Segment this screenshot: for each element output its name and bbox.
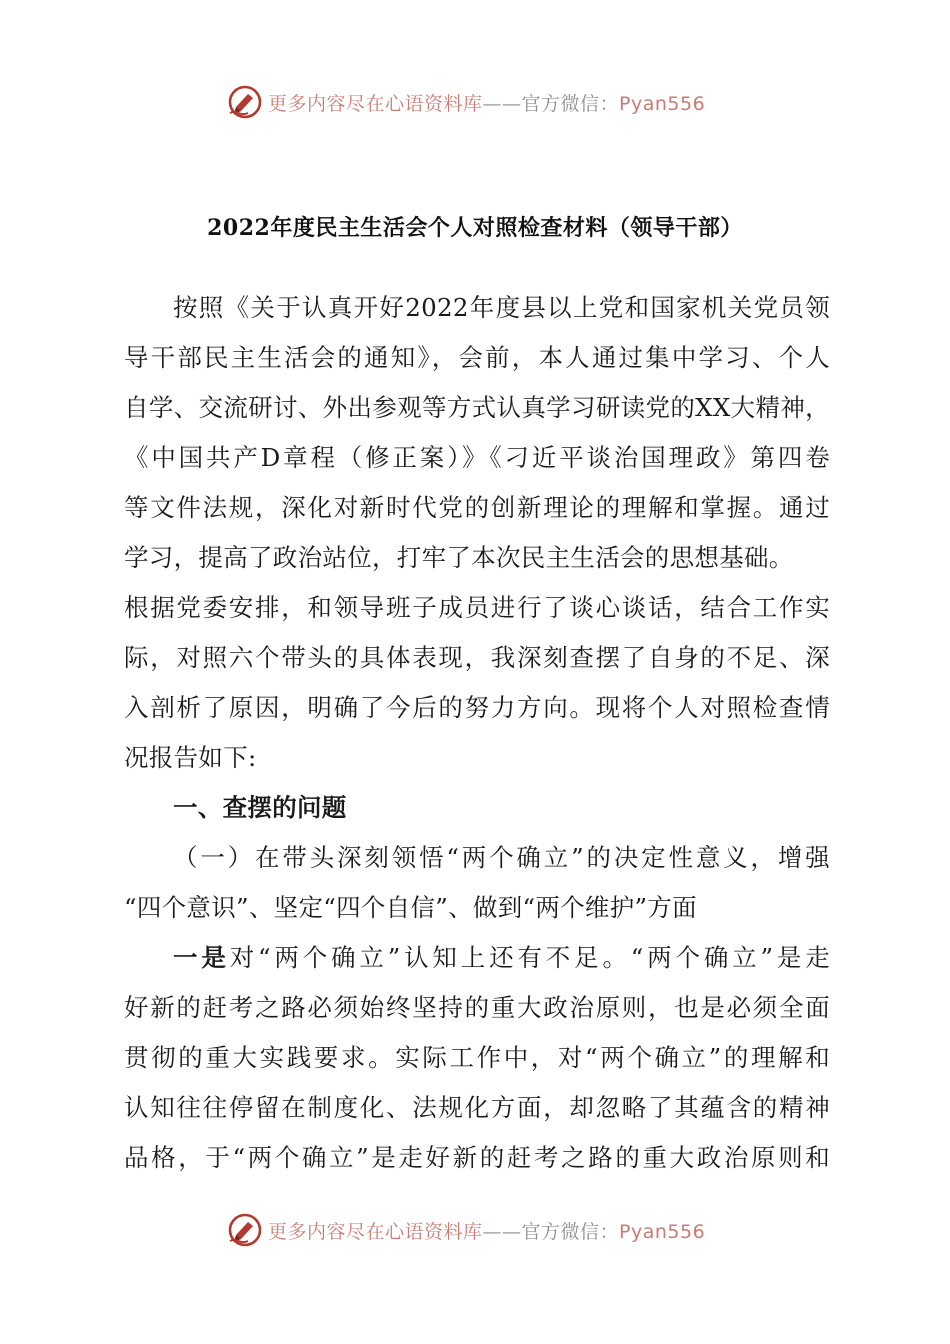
paragraph-line: 按照《关于认真开好2022年度县以上党和国家机关党员领 (173, 293, 830, 322)
paragraph-line: 际，对照六个带头的具体表现，我深刻查摆了自身的不足、深 (124, 643, 830, 672)
paragraph-line: 况报告如下: (124, 743, 257, 772)
paragraph-line: 学习，提高了政治站位，打牢了本次民主生活会的思想基础。 (124, 543, 794, 572)
watermark-text: 更多内容尽在心语资料库——官方微信：Pyan556 (268, 1220, 706, 1243)
wx-pen-logo-icon (226, 83, 264, 121)
paragraph-line: 导干部民主生活会的通知》，会前，本人通过集中学习、个人 (124, 343, 830, 372)
paragraph-line: 根据党委安排，和领导班子成员进行了谈心谈话，结合工作实 (124, 593, 830, 622)
wx-pen-logo-icon (226, 1211, 264, 1249)
paragraph-line: 认知往往停留在制度化、法规化方面，却忽略了其蕴含的精神 (124, 1093, 830, 1122)
watermark-banner-bottom (226, 1210, 746, 1250)
document-title: 2022年度民主生活会个人对照检查材料（领导干部） (207, 215, 743, 241)
paragraph-line: 入剖析了原因，明确了今后的努力方向。现将个人对照检查情 (124, 693, 830, 722)
paragraph-line: 好新的赶考之路必须始终坚持的重大政治原则，也是必须全面 (124, 993, 830, 1022)
watermark-text: 更多内容尽在心语资料库——官方微信：Pyan556 (268, 92, 706, 115)
paragraph-line: 《中国共产D章程（修正案）》《刁近平谈治国理政》第四卷 (124, 443, 830, 472)
paragraph-line: 贯彻的重大实践要求。实际工作中，对“两个确立”的理解和 (124, 1043, 830, 1072)
paragraph-line: 等文件法规，深化对新时代党的创新理论的理解和掌握。通过 (124, 493, 830, 522)
document-body (124, 283, 830, 1183)
point-lead: 一是 (173, 943, 230, 972)
watermark-banner-top (226, 82, 746, 122)
subsection-heading-line: （一）在带头深刻领悟“两个确立”的决定性意义，增强 (173, 843, 830, 872)
section-heading: 一、查摆的问题 (173, 793, 347, 822)
point-first-line (124, 933, 830, 983)
paragraph-line: 自学、交流研讨、外出参观等方式认真学习研读党的XX大精神， (124, 393, 830, 422)
paragraph-line: 品格，于“两个确立”是走好新的赶考之路的重大政治原则和 (124, 1143, 830, 1172)
subsection-heading-line: “四个意识”、坚定“四个自信”、做到“两个维护”方面 (124, 893, 697, 922)
point-text: 对“两个确立”认知上还有不足。“两个确立”是走 (229, 943, 830, 972)
